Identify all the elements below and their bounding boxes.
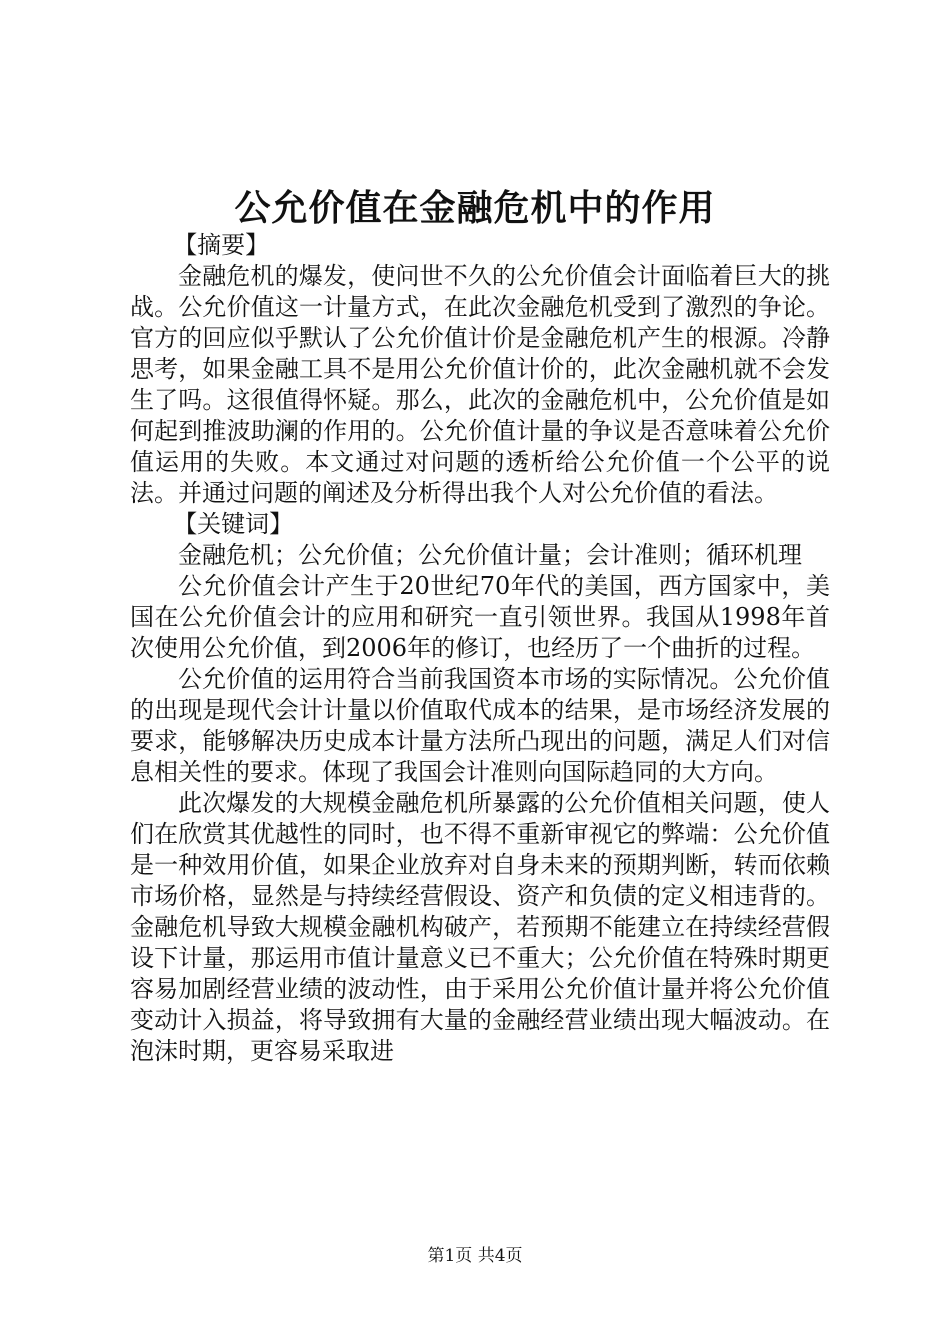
keywords-heading: 【关键词】 bbox=[173, 510, 294, 538]
body-paragraph-1: 公允价值会计产生于20世纪70年代的美国，西方国家中，美国在公允价值会计的应用和研究一直引领世界。我国从1998年首次使用公允价值，到2006年的修订，也经历了一个曲折的过程。 bbox=[130, 572, 830, 662]
abstract-paragraph: 金融危机的爆发，使问世不久的公允价值会计面临着巨大的挑战。公允价值这一计量方式，在此次金融危机受到了激烈的争论。官方的回应似乎默认了公允价值计价是金融危机产生的根源。冷静思考，如果金融工具不是用公允价值计价的，此次金融机就不会发生了吗。这很值得怀疑。那么，此次的金融危机中，公允价值是如何起到推波助澜的作用的。公允价值计量的争议是否意味着公允价值运用的失败。本文通过对问题的透析给公允价值一个公平的说法。并通过问题的阐述及分析得出我个人对公允价值的看法。 bbox=[130, 262, 830, 507]
abstract-heading: 【摘要】 bbox=[173, 231, 270, 259]
body-paragraph-2: 公允价值的运用符合当前我国资本市场的实际情况。公允价值的出现是现代会计计量以价值取代成本的结果，是市场经济发展的要求，能够解决历史成本计量方法所凸现出的问题，满足人们对信息相关性的要求。体现了我国会计准则向国际趋同的大方向。 bbox=[130, 665, 830, 786]
document-body bbox=[130, 230, 830, 1067]
document-title: 公允价值在金融危机中的作用 bbox=[234, 187, 716, 229]
page-footer: 第1页 共4页 bbox=[427, 1246, 523, 1266]
body-paragraph-3: 此次爆发的大规模金融危机所暴露的公允价值相关问题，使人们在欣赏其优越性的同时，也不得不重新审视它的弊端：公允价值是一种效用价值，如果企业放弃对自身未来的预期判断，转而依赖市场价格，显然是与持续经营假设、资产和负债的定义相违背的。金融危机导致大规模金融机构破产，若预期不能建立在持续经营假设下计量，那运用市值计量意义已不重大；公允价值在特殊时期更容易加剧经营业绩的波动性，由于采用公允价值计量并将公允价值变动计入损益，将导致拥有大量的金融经营业绩出现大幅波动。在泡沫时期，更容易采取进 bbox=[130, 789, 830, 1065]
keywords-paragraph: 金融危机；公允价值；公允价值计量；会计准则；循环机理 bbox=[178, 541, 802, 569]
